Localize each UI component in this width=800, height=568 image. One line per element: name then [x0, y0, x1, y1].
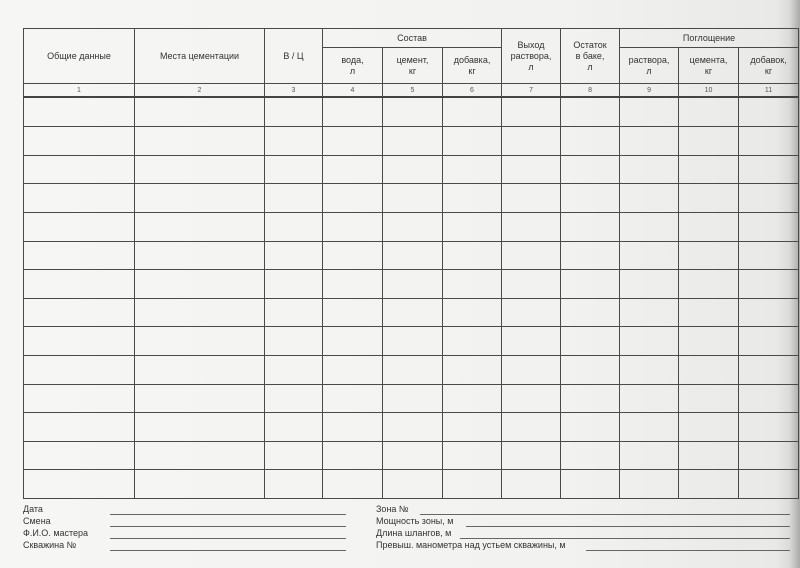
table-cell[interactable] — [323, 241, 383, 270]
table-cell[interactable] — [383, 270, 443, 299]
column-number: 8 — [561, 84, 620, 98]
header-cementation-places: Места цементации — [135, 29, 265, 84]
table-cell[interactable] — [383, 298, 443, 327]
table-cell[interactable] — [561, 441, 620, 470]
table-cell[interactable] — [739, 127, 799, 156]
table-cell[interactable] — [323, 384, 383, 413]
table-cell[interactable] — [502, 384, 561, 413]
table-cell[interactable] — [561, 413, 620, 442]
table-cell[interactable] — [502, 97, 561, 126]
table-cell[interactable] — [739, 441, 799, 470]
table-cell[interactable] — [620, 212, 679, 241]
table-cell[interactable] — [620, 441, 679, 470]
table-cell[interactable] — [739, 298, 799, 327]
table-cell[interactable] — [620, 470, 679, 499]
table-cell[interactable] — [739, 384, 799, 413]
header-general-data: Общие данные — [24, 29, 135, 84]
table-cell[interactable] — [561, 355, 620, 384]
table-cell[interactable] — [739, 184, 799, 213]
table-cell[interactable] — [502, 212, 561, 241]
footer-zone-field[interactable] — [420, 514, 790, 515]
table-cell[interactable] — [502, 127, 561, 156]
header-solution-output: Выход раствора, л — [502, 29, 561, 84]
footer-zone-thickness-label: Мощность зоны, м — [376, 516, 454, 526]
table-cell[interactable] — [323, 327, 383, 356]
header-absorption: Поглощение — [620, 29, 799, 48]
table-cell[interactable] — [24, 298, 135, 327]
table-cell[interactable] — [265, 413, 323, 442]
table-cell[interactable] — [620, 97, 679, 126]
header-tank-residue: Остаток в баке, л — [561, 29, 620, 84]
table-cell[interactable] — [679, 212, 739, 241]
table-cell[interactable] — [502, 355, 561, 384]
table-cell[interactable] — [679, 298, 739, 327]
table-cell[interactable] — [679, 184, 739, 213]
table-cell[interactable] — [502, 470, 561, 499]
table-cell[interactable] — [135, 413, 265, 442]
table-cell[interactable] — [265, 470, 323, 499]
footer-master-label: Ф.И.О. мастера — [23, 528, 89, 538]
table-cell[interactable] — [443, 298, 502, 327]
table-cell[interactable] — [24, 270, 135, 299]
table-row — [24, 97, 799, 126]
table-cell[interactable] — [443, 212, 502, 241]
column-number: 7 — [502, 84, 561, 98]
table-row — [24, 355, 799, 384]
table-cell[interactable] — [502, 241, 561, 270]
table-cell[interactable] — [24, 355, 135, 384]
table-row — [24, 270, 799, 299]
table-cell[interactable] — [383, 127, 443, 156]
table-cell[interactable] — [561, 127, 620, 156]
table-cell[interactable] — [383, 355, 443, 384]
table-cell[interactable] — [443, 384, 502, 413]
table-row — [24, 441, 799, 470]
table-cell[interactable] — [561, 212, 620, 241]
table-cell[interactable] — [679, 413, 739, 442]
table-cell[interactable] — [24, 184, 135, 213]
table-cell[interactable] — [323, 97, 383, 126]
table-cell[interactable] — [502, 270, 561, 299]
footer-hose-length-field[interactable] — [460, 538, 790, 539]
table-cell[interactable] — [383, 470, 443, 499]
table-cell[interactable] — [620, 413, 679, 442]
table-cell[interactable] — [561, 155, 620, 184]
footer-hose-length-label: Длина шлангов, м — [376, 528, 452, 538]
table-cell[interactable] — [679, 327, 739, 356]
header-composition: Состав — [323, 29, 502, 48]
table-cell[interactable] — [323, 155, 383, 184]
table-cell[interactable] — [561, 184, 620, 213]
footer-well-field[interactable] — [110, 550, 346, 551]
table-cell[interactable] — [502, 298, 561, 327]
table-row — [24, 384, 799, 413]
header-absorption-solution: раствора, л — [620, 48, 679, 84]
table-cell[interactable] — [383, 441, 443, 470]
table-cell[interactable] — [620, 127, 679, 156]
table-cell[interactable] — [502, 441, 561, 470]
table-cell[interactable] — [135, 298, 265, 327]
table-cell[interactable] — [561, 470, 620, 499]
table-cell[interactable] — [620, 355, 679, 384]
table-row — [24, 184, 799, 213]
table-cell[interactable] — [443, 184, 502, 213]
table-row — [24, 470, 799, 499]
table-cell[interactable] — [135, 212, 265, 241]
table-cell[interactable] — [561, 97, 620, 126]
table-cell[interactable] — [135, 384, 265, 413]
column-number: 1 — [24, 84, 135, 98]
table-cell[interactable] — [24, 241, 135, 270]
table-cell[interactable] — [620, 270, 679, 299]
table-cell[interactable] — [265, 155, 323, 184]
table-cell[interactable] — [265, 298, 323, 327]
table-row — [24, 155, 799, 184]
table-row — [24, 327, 799, 356]
table-cell[interactable] — [443, 127, 502, 156]
table-cell[interactable] — [679, 384, 739, 413]
table-cell[interactable] — [443, 355, 502, 384]
header-water-cement-ratio: В / Ц — [265, 29, 323, 84]
table-cell[interactable] — [443, 155, 502, 184]
table-cell[interactable] — [135, 241, 265, 270]
table-cell[interactable] — [502, 155, 561, 184]
table-row — [24, 241, 799, 270]
table-cell[interactable] — [265, 270, 323, 299]
column-number: 2 — [135, 84, 265, 98]
footer-manometer-excess-field[interactable] — [586, 550, 790, 551]
table-cell[interactable] — [561, 327, 620, 356]
column-number-row — [24, 84, 799, 98]
footer-date-field[interactable] — [110, 514, 346, 515]
table-cell[interactable] — [443, 441, 502, 470]
column-number: 4 — [323, 84, 383, 98]
table-cell[interactable] — [383, 155, 443, 184]
table-row — [24, 413, 799, 442]
table-cell[interactable] — [739, 470, 799, 499]
table-cell[interactable] — [443, 241, 502, 270]
table-cell[interactable] — [620, 298, 679, 327]
table-cell[interactable] — [265, 127, 323, 156]
table-cell[interactable] — [443, 470, 502, 499]
table-cell[interactable] — [383, 413, 443, 442]
table-cell[interactable] — [323, 184, 383, 213]
table-cell[interactable] — [739, 270, 799, 299]
column-number: 10 — [679, 84, 739, 98]
table-cell[interactable] — [323, 355, 383, 384]
table-cell[interactable] — [620, 327, 679, 356]
table-cell[interactable] — [323, 127, 383, 156]
table-cell[interactable] — [679, 441, 739, 470]
header-absorption-cement: цемента, кг — [679, 48, 739, 84]
table-cell[interactable] — [502, 327, 561, 356]
table-cell[interactable] — [443, 413, 502, 442]
column-number: 3 — [265, 84, 323, 98]
table-row — [24, 298, 799, 327]
table-cell[interactable] — [383, 241, 443, 270]
table-cell[interactable] — [739, 327, 799, 356]
table-cell[interactable] — [561, 298, 620, 327]
table-cell[interactable] — [739, 241, 799, 270]
table-cell[interactable] — [135, 184, 265, 213]
table-cell[interactable] — [561, 384, 620, 413]
table-cell[interactable] — [135, 441, 265, 470]
table-cell[interactable] — [323, 413, 383, 442]
header-absorption-additives: добавок, кг — [739, 48, 799, 84]
table-cell[interactable] — [265, 97, 323, 126]
table-row — [24, 212, 799, 241]
table-cell[interactable] — [502, 184, 561, 213]
table-cell[interactable] — [679, 127, 739, 156]
footer-shift-field[interactable] — [110, 526, 346, 527]
table-cell[interactable] — [443, 270, 502, 299]
table-cell[interactable] — [620, 184, 679, 213]
table-cell[interactable] — [739, 97, 799, 126]
table-cell[interactable] — [443, 97, 502, 126]
table-cell[interactable] — [679, 270, 739, 299]
table-cell[interactable] — [502, 413, 561, 442]
footer-master-field[interactable] — [110, 538, 346, 539]
table-cell[interactable] — [135, 470, 265, 499]
table-cell[interactable] — [679, 470, 739, 499]
table-cell[interactable] — [323, 470, 383, 499]
table-cell[interactable] — [323, 270, 383, 299]
table-row — [24, 127, 799, 156]
table-cell[interactable] — [24, 155, 135, 184]
column-number: 9 — [620, 84, 679, 98]
table-cell[interactable] — [739, 155, 799, 184]
table-cell[interactable] — [24, 212, 135, 241]
table-cell[interactable] — [679, 97, 739, 126]
table-cell[interactable] — [323, 298, 383, 327]
table-cell[interactable] — [679, 355, 739, 384]
table-cell[interactable] — [739, 212, 799, 241]
table-cell[interactable] — [443, 327, 502, 356]
table-cell[interactable] — [135, 327, 265, 356]
footer-manometer-excess-label: Превыш. манометра над устьем скважины, м — [376, 540, 566, 550]
table-cell[interactable] — [24, 97, 135, 126]
table-cell[interactable] — [24, 127, 135, 156]
table-cell[interactable] — [135, 270, 265, 299]
table-cell[interactable] — [620, 241, 679, 270]
table-cell[interactable] — [135, 355, 265, 384]
table-cell[interactable] — [265, 184, 323, 213]
table-cell[interactable] — [383, 184, 443, 213]
table-cell[interactable] — [24, 470, 135, 499]
table-cell[interactable] — [561, 270, 620, 299]
header-water: вода, л — [323, 48, 383, 84]
footer-shift-label: Смена — [23, 516, 51, 526]
table-cell[interactable] — [383, 327, 443, 356]
footer-zone-label: Зона № — [376, 504, 409, 514]
table-cell[interactable] — [24, 413, 135, 442]
table-cell[interactable] — [620, 384, 679, 413]
table-cell[interactable] — [135, 155, 265, 184]
table-cell[interactable] — [265, 441, 323, 470]
table-cell[interactable] — [135, 97, 265, 126]
footer-date-label: Дата — [23, 504, 43, 514]
table-cell[interactable] — [383, 97, 443, 126]
header-additive: добавка, кг — [443, 48, 502, 84]
table-cell[interactable] — [679, 155, 739, 184]
table-cell[interactable] — [24, 441, 135, 470]
table-cell[interactable] — [383, 384, 443, 413]
table-cell[interactable] — [265, 384, 323, 413]
table-cell[interactable] — [679, 241, 739, 270]
table-cell[interactable] — [24, 384, 135, 413]
column-number: 5 — [383, 84, 443, 98]
table-cell[interactable] — [265, 355, 323, 384]
table-cell[interactable] — [24, 327, 135, 356]
table-cell[interactable] — [323, 441, 383, 470]
table-cell[interactable] — [739, 355, 799, 384]
table-cell[interactable] — [265, 327, 323, 356]
table-cell[interactable] — [265, 212, 323, 241]
footer-zone-thickness-field[interactable] — [466, 526, 790, 527]
table-cell[interactable] — [383, 212, 443, 241]
column-number: 6 — [443, 84, 502, 98]
cementation-log-table — [23, 28, 799, 499]
table-cell[interactable] — [265, 241, 323, 270]
column-number: 11 — [739, 84, 799, 98]
header-cement: цемент, кг — [383, 48, 443, 84]
table-cell[interactable] — [561, 241, 620, 270]
table-cell[interactable] — [620, 155, 679, 184]
footer-well-label: Скважина № — [23, 540, 77, 550]
table-cell[interactable] — [739, 413, 799, 442]
table-cell[interactable] — [135, 127, 265, 156]
table-cell[interactable] — [323, 212, 383, 241]
